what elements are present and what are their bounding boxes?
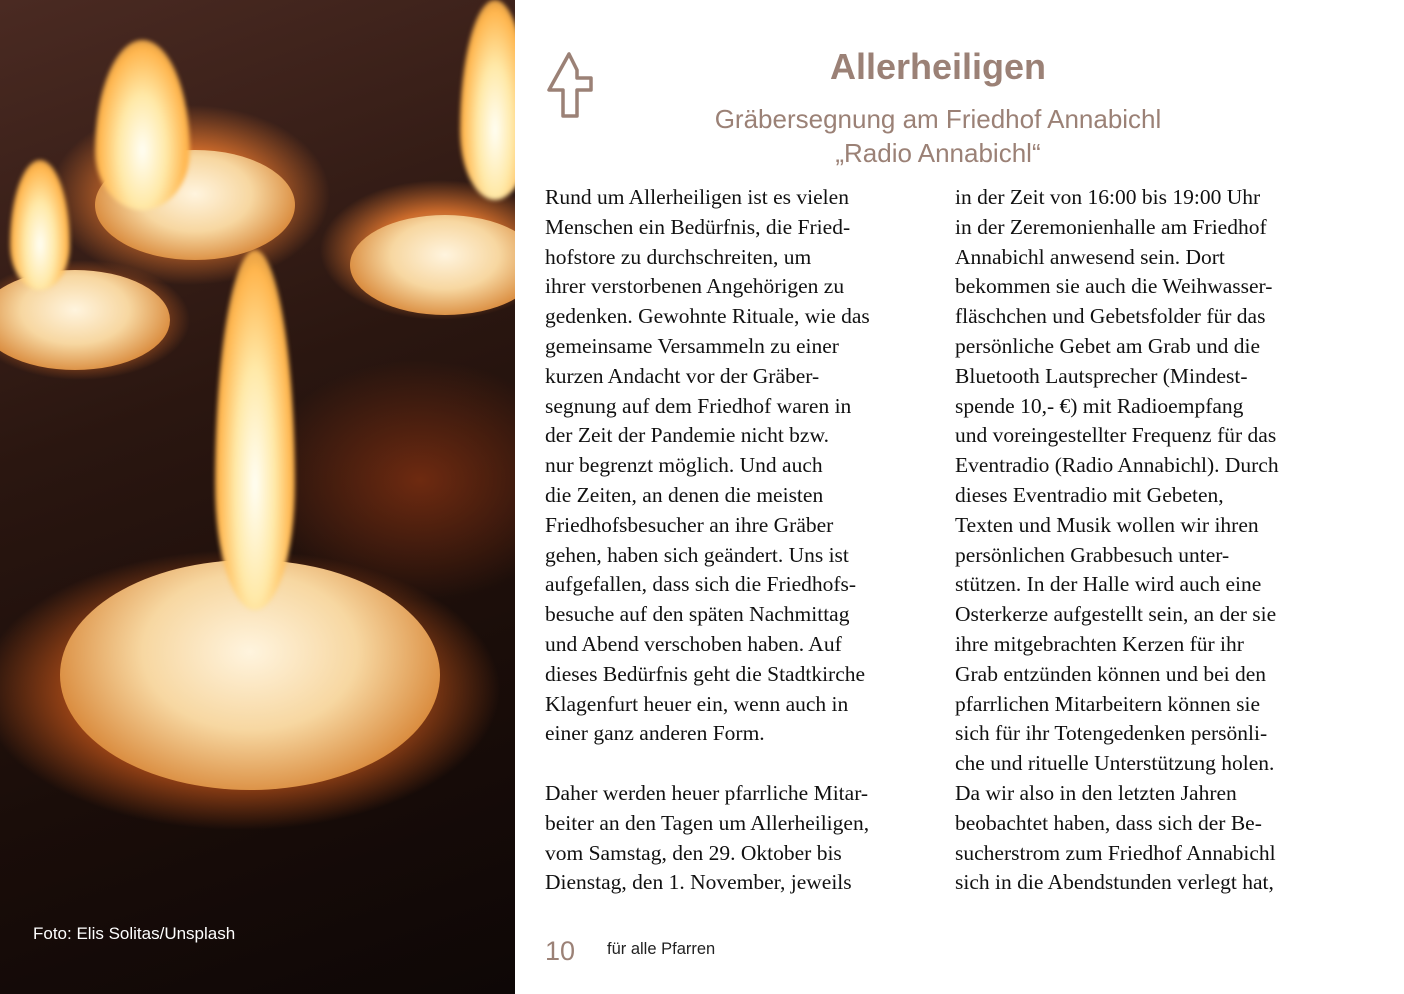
text-line: aufgefallen, dass sich die Friedhofs-	[545, 572, 857, 597]
text-line: Da wir also in den letzten Jahren	[955, 780, 1237, 805]
text-line: gedenken. Gewohnte Rituale, wie das	[545, 304, 870, 329]
text-line: und voreingestellter Frequenz für das	[955, 423, 1277, 448]
flame-left	[10, 160, 70, 290]
text-line: Dienstag, den 1. November, jeweils	[545, 870, 852, 895]
text-line: Bluetooth Lautsprecher (Mindest-	[955, 363, 1248, 388]
text-line: in der Zeremonienhalle am Friedhof	[955, 214, 1267, 239]
flame-right	[460, 0, 515, 200]
text-line: und Abend verschoben haben. Auf	[545, 631, 842, 656]
text-line: beiter an den Tagen um Allerheiligen,	[545, 810, 870, 835]
text-line: stützen. In der Halle wird auch eine	[955, 572, 1262, 597]
text-line: kurzen Andacht vor der Gräber-	[545, 363, 820, 388]
flame-front	[215, 250, 295, 610]
subtitle-line-1: Gräbersegnung am Friedhof Annabichl	[714, 104, 1162, 134]
text-line: pfarrlichen Mitarbeitern können sie	[955, 691, 1261, 716]
text-line: nur begrenzt möglich. Und auch	[545, 453, 823, 478]
page-title: Allerheiligen	[829, 46, 1047, 87]
text-line: der Zeit der Pandemie nicht bzw.	[545, 423, 829, 448]
text-line: hofstore zu durchschreiten, um	[545, 244, 812, 269]
text-line: che und rituelle Unterstützung holen.	[955, 751, 1275, 776]
text-line: Texten und Musik wollen wir ihren	[955, 512, 1259, 537]
text-line: die Zeiten, an denen die meisten	[545, 482, 824, 507]
page-subtitle	[600, 102, 1276, 170]
text-line: ihrer verstorbenen Angehörigen zu	[545, 274, 845, 299]
tealight-right	[350, 215, 515, 315]
text-line: in der Zeit von 16:00 bis 19:00 Uhr	[955, 185, 1261, 209]
text-line: Daher werden heuer pfarrliche Mitar-	[545, 780, 869, 805]
text-line: einer ganz anderen Form.	[545, 721, 765, 746]
footer-label: für alle Pfarren	[607, 940, 716, 958]
text-line: Grab entzünden können und bei den	[955, 661, 1267, 686]
text-line: besuche auf den späten Nachmittag	[545, 602, 850, 627]
text-line: sich für ihr Totengedenken persönli-	[955, 721, 1268, 746]
text-line: Eventradio (Radio Annabichl). Durch	[955, 453, 1279, 478]
text-line: Klagenfurt heuer ein, wenn auch in	[545, 691, 849, 716]
text-line: fläschchen und Gebetsfolder für das	[955, 304, 1266, 329]
candle-photo	[0, 0, 515, 994]
text-line: beobachtet haben, dass sich der Be-	[955, 810, 1262, 835]
paragraph-gap	[545, 749, 925, 779]
text-line: Menschen ein Bedürfnis, die Fried-	[545, 214, 851, 239]
subtitle-line-2: „Radio Annabichl“	[835, 138, 1041, 168]
text-line: gemeinsame Versammeln zu einer	[545, 333, 839, 358]
text-line: Rund um Allerheiligen ist es vielen	[545, 185, 849, 209]
text-line: vom Samstag, den 29. Oktober bis	[545, 840, 842, 865]
text-line: spende 10,- €) mit Radioempfang	[955, 393, 1244, 418]
text-line: ihre mitgebrachten Kerzen für ihr	[955, 631, 1244, 656]
text-line: persönlichen Grabbesuch unter-	[955, 542, 1230, 567]
text-line: gehen, haben sich geändert. Uns ist	[545, 542, 849, 567]
article-column-right	[955, 183, 1335, 898]
photo-credit: Foto: Elis Solitas/Unsplash	[33, 924, 236, 943]
text-line: dieses Bedürfnis geht die Stadtkirche	[545, 661, 866, 686]
article-column-left	[545, 183, 925, 898]
text-line: persönliche Gebet am Grab und die	[955, 333, 1261, 358]
text-line: Friedhofsbesucher an ihre Gräber	[545, 512, 834, 537]
flame-back-left	[95, 40, 190, 210]
text-line: sucherstrom zum Friedhof Annabichl	[955, 840, 1276, 865]
text-line: Osterkerze aufgestellt sein, an der sie	[955, 602, 1277, 627]
text-line: dieses Eventradio mit Gebeten,	[955, 482, 1224, 507]
page-number: 10	[545, 936, 576, 966]
cross-icon	[543, 50, 599, 122]
text-line: sich in die Abendstunden verlegt hat,	[955, 870, 1274, 895]
text-line: bekommen sie auch die Weihwasser-	[955, 274, 1273, 299]
text-line: segnung auf dem Friedhof waren in	[545, 393, 852, 418]
text-line: Annabichl anwesend sein. Dort	[955, 244, 1225, 269]
